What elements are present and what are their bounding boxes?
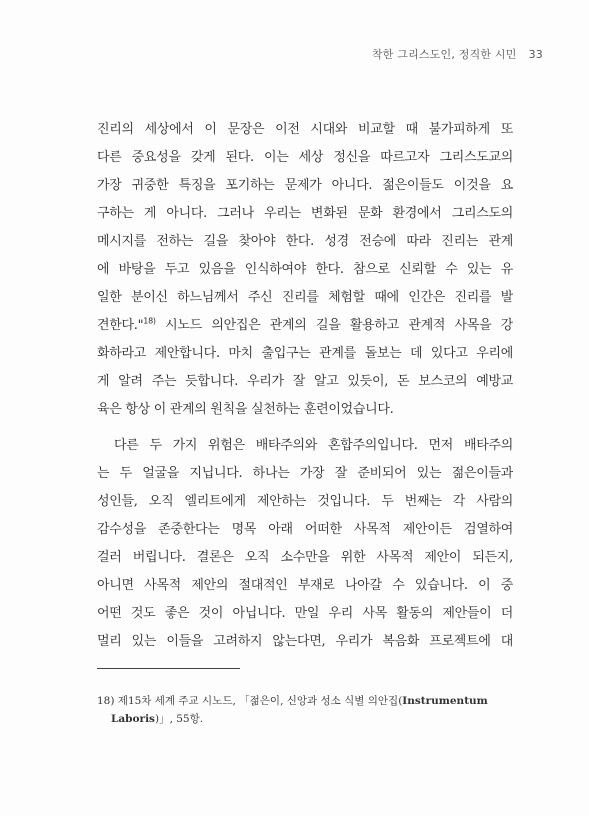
text-line: 멀리 있는 이들을 고려하지 않는다면, 우리가 복음화 프로젝트에 대 (97, 634, 513, 649)
text-line: 아니면 사목적 제안의 절대적인 부재로 나아갈 수 있습니다. 이 중 (97, 578, 513, 593)
footnote-text: )」, 55항. (154, 713, 204, 725)
text-line: 감수성을 존중한다는 명목 아래 어떠한 사목적 제안이든 검열하여 (97, 522, 513, 537)
footnote-text: 제15차 세계 주교 시노드, 「젊은이, 신앙과 성소 식별 의안집( (114, 695, 403, 707)
footnote (97, 692, 517, 728)
running-head (372, 46, 543, 62)
footnote-number: 18) (97, 695, 115, 707)
text-line: 성인들, 오직 엘리트에게 제안하는 것입니다. 두 번째는 각 사람의 (97, 494, 513, 509)
text-line: 어떤 것도 좋은 것이 아닙니다. 만일 우리 사목 활동의 제안들이 더 (97, 606, 513, 621)
text-line: 게 알려 주는 듯합니다. 우리가 잘 알고 있듯이, 돈 보스코의 예방교 (97, 374, 513, 389)
footnote-latin-title-cont: Laboris (111, 713, 155, 725)
text-line: 메시지를 전하는 길을 찾아야 한다. 성경 전승에 따라 진리는 관계 (97, 234, 513, 249)
text-line: 걸러 버립니다. 결론은 오직 소수만을 위한 사목적 제안이 되든지, (97, 550, 513, 565)
paragraph-1 (97, 116, 513, 424)
text-line: 화하라고 제안합니다. 마치 출입구는 관계를 돌보는 데 있다고 우리에 (97, 346, 513, 361)
page-number: 33 (528, 48, 543, 61)
footnote-line (97, 710, 517, 728)
footnote-divider (97, 668, 240, 669)
footnote-latin-title: Instrumentum (402, 695, 488, 707)
text-line: 다른 중요성을 갖게 된다. 이는 세상 정신을 따르고자 그리스도교의 (97, 150, 513, 165)
text-line: 가장 귀중한 특징을 포기하는 문제가 아니다. 젊은이들도 이것을 요 (97, 178, 513, 193)
running-head-title: 착한 그리스도인, 정직한 시민 (371, 48, 517, 61)
footnote-line (97, 692, 517, 710)
text-line: 다른 두 가지 위험은 배타주의와 혼합주의입니다. 먼저 배타주의 (114, 438, 513, 453)
text-line-with-footnote (97, 312, 513, 340)
text-line: 는 두 얼굴을 지닙니다. 하나는 가장 잘 준비되어 있는 젊은이들과 (97, 466, 513, 481)
text-line: 에 바탕을 두고 있음을 인식하여야 한다. 참으로 신뢰할 수 있는 유 (97, 262, 513, 277)
text-fragment: 견한다." (97, 318, 144, 333)
text-line: 일한 분이신 하느님께서 주신 진리를 체험할 때에 인간은 진리를 발 (97, 290, 513, 305)
paragraph-2 (97, 432, 513, 656)
footnote-reference[interactable]: 18) (143, 316, 156, 326)
text-line: 진리의 세상에서 이 문장은 이전 시대와 비교할 때 불가피하게 또 (97, 122, 513, 137)
text-fragment: 시노드 의안집은 관계의 길을 활용하고 관계적 사목을 강 (155, 318, 513, 333)
text-line: 구하는 게 아니다. 그러나 우리는 변화된 문화 환경에서 그리스도의 (97, 206, 513, 221)
text-line: 육은 항상 이 관계의 원칙을 실천하는 훈련이었습니다. (97, 402, 394, 417)
